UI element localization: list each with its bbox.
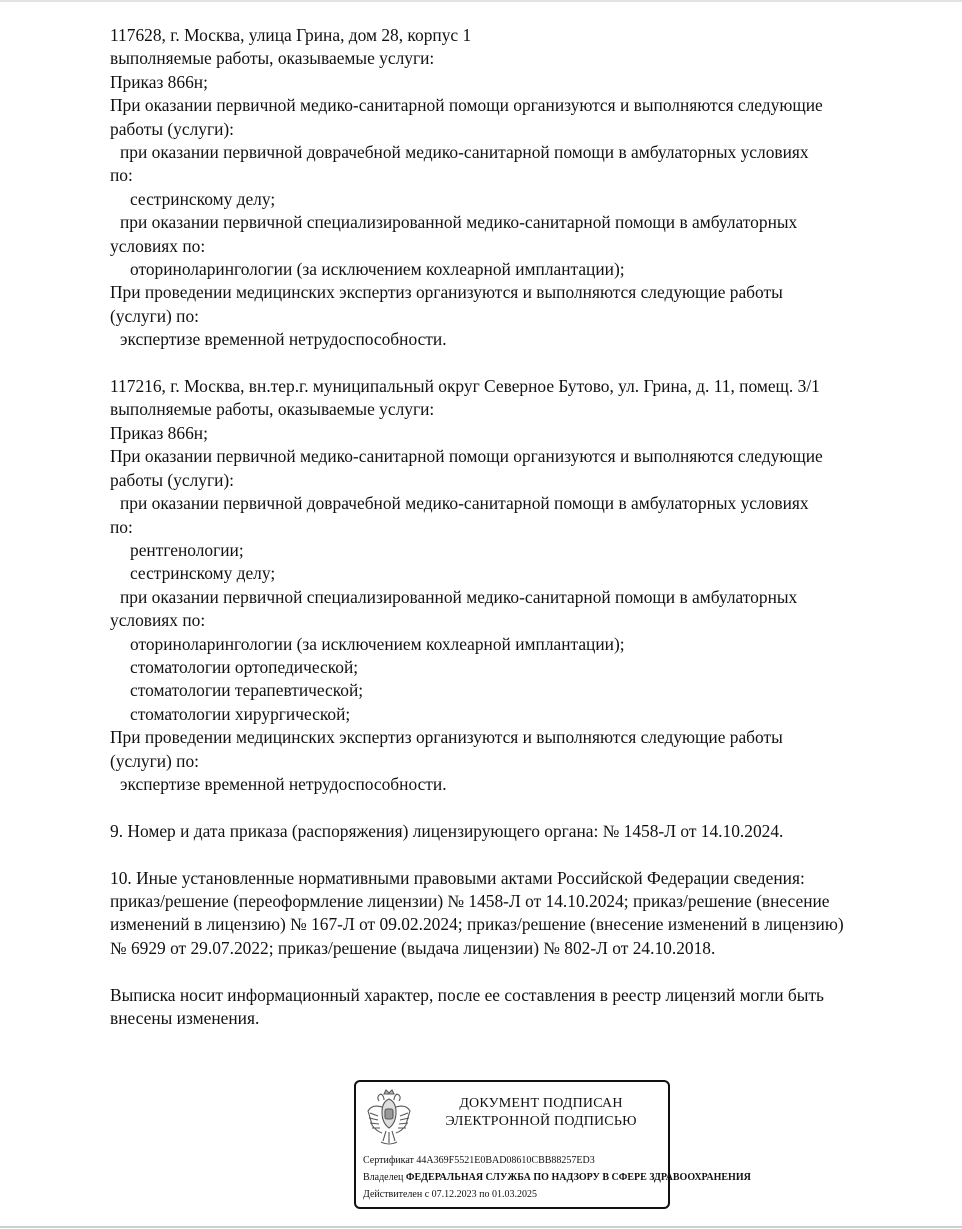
spec-heading: при оказании первичной специализированной медико-санитарной помощи в амбулаторных	[120, 586, 798, 607]
pmsp-heading-cont: работы (услуги):	[110, 469, 235, 490]
spacer	[110, 352, 930, 375]
stamp-title-line: ДОКУМЕНТ ПОДПИСАН	[459, 1096, 623, 1111]
stamp-title	[426, 1095, 656, 1131]
address-2: 117216, г. Москва, вн.тер.г. муниципальный округ Северное Бутово, ул. Грина, д. 11, помещ. 3/1	[110, 376, 820, 397]
note-line: Выписка носит информационный характер, после ее составления в реестр лицензий могли быть	[110, 984, 824, 1005]
note-line: внесены изменения.	[110, 1008, 260, 1028]
certificate-value: 44A369F5521E0BAD08610CBB88257ED3	[416, 1155, 595, 1166]
owner-value: ФЕДЕРАЛЬНАЯ СЛУЖБА ПО НАДЗОРУ В СФЕРЕ ЗДРАВООХРАНЕНИЯ	[405, 1172, 751, 1183]
service-item: оториноларингологии (за исключением кохлеарной имплантации);	[130, 633, 625, 654]
spacer	[110, 796, 930, 819]
spec-heading: при оказании первичной специализированной медико-санитарной помощи в амбулаторных	[120, 212, 798, 233]
service-item: стоматологии терапевтической;	[130, 680, 364, 701]
item-10-line: приказ/решение (переоформление лицензии) № 1458-Л от 14.10.2024; приказ/решение (внесение	[110, 890, 830, 911]
spacer	[110, 960, 930, 983]
address-1: 117628, г. Москва, улица Грина, дом 28, корпус 1	[110, 25, 472, 45]
stamp-title-line: ЭЛЕКТРОННОЙ ПОДПИСЬЮ	[445, 1114, 637, 1129]
validity-line: Действителен с 07.12.2023 по 01.03.2025	[363, 1189, 537, 1200]
electronic-signature-stamp	[354, 1080, 751, 1209]
expertise-item: экспертизе временной нетрудоспособности.	[120, 329, 447, 350]
service-item: рентгенологии;	[130, 539, 244, 560]
order-label: Приказ 866н;	[110, 422, 208, 443]
item-9: 9. Номер и дата приказа (распоряжения) лицензирующего органа: № 1458-Л от 14.10.2024.	[110, 820, 784, 841]
works-label: выполняемые работы, оказываемые услуги:	[110, 48, 435, 69]
pmsp-heading: При оказании первичной медико-санитарной помощи организуются и выполняются следующие	[110, 446, 823, 467]
service-item: сестринскому делу;	[130, 563, 276, 584]
expertise-item: экспертизе временной нетрудоспособности.	[120, 773, 447, 794]
expertise-heading: При проведении медицинских экспертиз организуются и выполняются следующие работы	[110, 282, 783, 303]
service-item: сестринскому делу;	[130, 188, 276, 209]
expertise-heading: При проведении медицинских экспертиз организуются и выполняются следующие работы	[110, 727, 783, 748]
pmsp-heading: При оказании первичной медико-санитарной помощи организуются и выполняются следующие	[110, 95, 823, 116]
item-10-line: изменений в лицензию) № 167-Л от 09.02.2024; приказ/решение (внесение изменений в лицензию)	[110, 914, 844, 935]
owner-line	[363, 1169, 763, 1186]
document-body	[110, 24, 930, 1030]
dovr-heading-cont: по:	[110, 165, 133, 186]
pmsp-heading-cont: работы (услуги):	[110, 118, 235, 139]
coat-of-arms-icon	[364, 1087, 414, 1149]
spec-heading-cont: условиях по:	[110, 235, 206, 256]
spec-heading-cont: условиях по:	[110, 610, 206, 631]
service-item: оториноларингологии (за исключением кохлеарной имплантации);	[130, 259, 625, 280]
dovr-heading-cont: по:	[110, 516, 133, 537]
owner-label: Владелец	[363, 1172, 404, 1183]
top-border	[0, 0, 962, 2]
order-label: Приказ 866н;	[110, 71, 208, 92]
item-10-line: № 6929 от 29.07.2022; приказ/решение (выдача лицензии) № 802-Л от 24.10.2018.	[110, 937, 716, 958]
certificate-label: Сертификат	[363, 1155, 414, 1166]
service-item: стоматологии хирургической;	[130, 703, 351, 724]
expertise-heading-cont: (услуги) по:	[110, 305, 199, 326]
works-label: выполняемые работы, оказываемые услуги:	[110, 399, 435, 420]
service-item: стоматологии ортопедической;	[130, 656, 359, 677]
stamp-details	[363, 1152, 763, 1203]
spacer	[110, 843, 930, 866]
expertise-heading-cont: (услуги) по:	[110, 750, 199, 771]
dovr-heading: при оказании первичной доврачебной медико-санитарной помощи в амбулаторных условиях	[120, 142, 809, 163]
dovr-heading: при оказании первичной доврачебной медико-санитарной помощи в амбулаторных условиях	[120, 493, 809, 514]
bottom-border	[0, 1226, 962, 1228]
item-10-line: 10. Иные установленные нормативными правовыми актами Российской Федерации сведения:	[110, 867, 805, 888]
certificate-line	[363, 1152, 763, 1169]
